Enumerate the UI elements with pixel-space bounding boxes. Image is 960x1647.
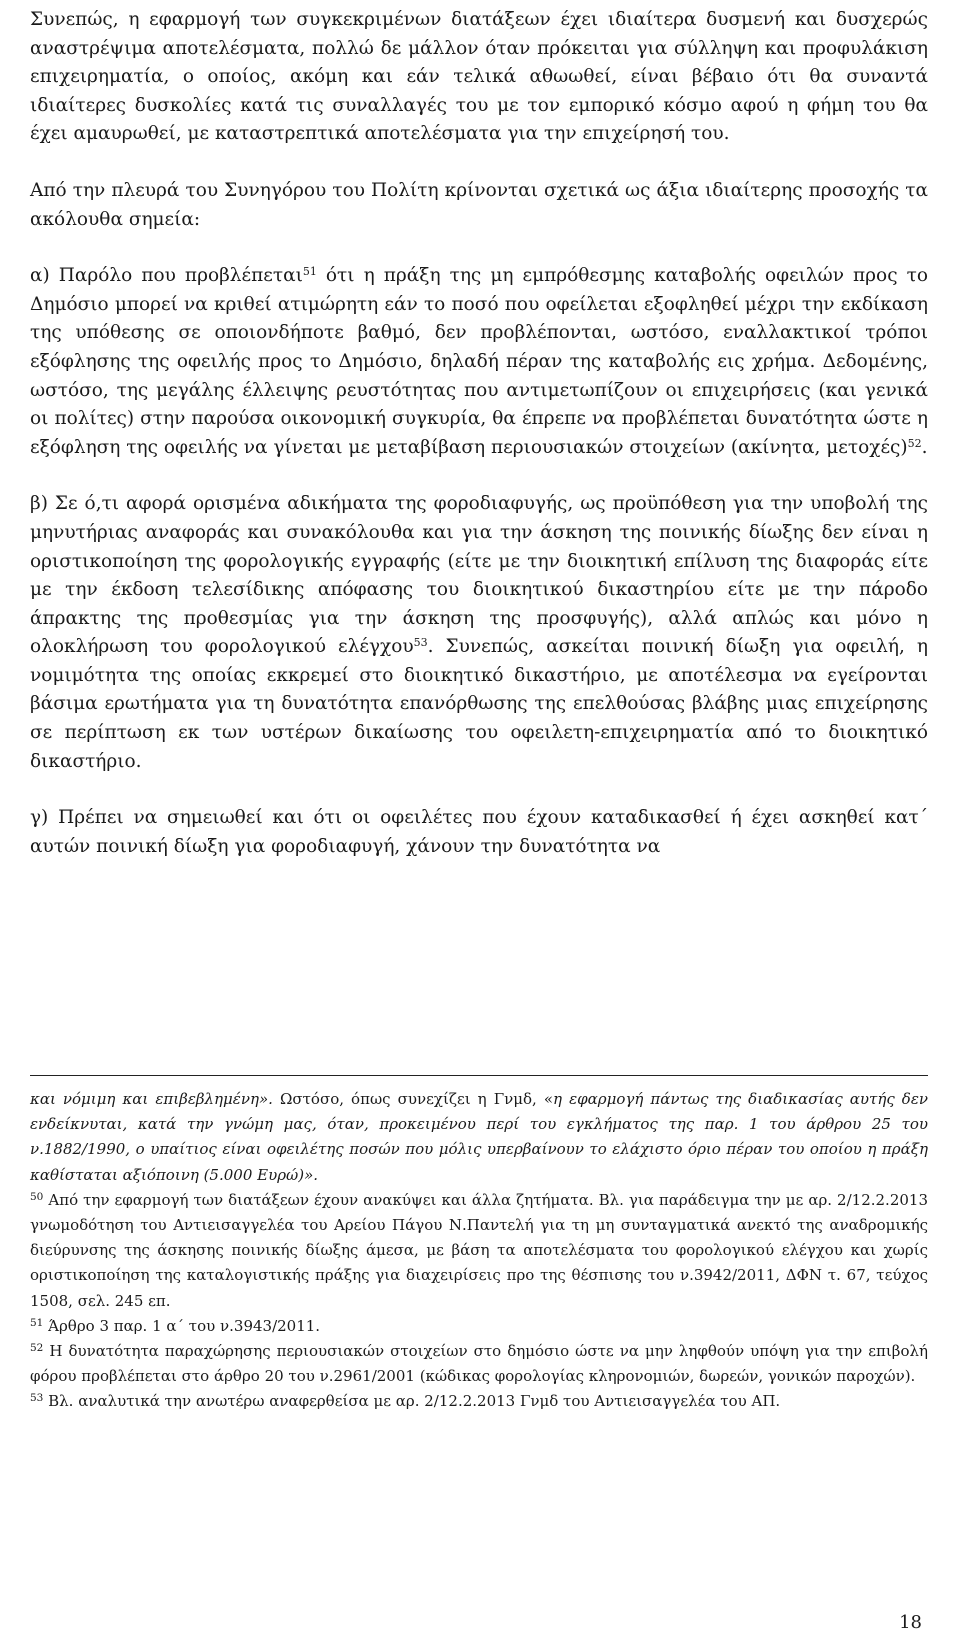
footnote-ref-52: 52 — [907, 436, 922, 450]
paragraph-4 — [30, 490, 928, 776]
paragraph-3-text-b: ότι η πράξη της μη εμπρόθεσμης καταβολής οφειλών προς το Δημόσιο μπορεί να κριθεί ατιμώρητη εάν το ποσό που οφείλεται εξοφληθεί μέχρι την εκδίκαση της υπόθεσης σε οποιονδήποτε βαθμό, δεν προβλέπονται, ωστόσο, εναλλακτικοί τρόποι εξόφλησης της οφειλής προς το Δημόσιο, δηλαδή πέραν της καταβολής εις χρήμα. Δεδομένης, ωστόσο, της μεγάλης έλλειψης ρευστότητας που αντιμετωπίζουν οι επιχειρήσεις (και γενικά οι πολίτες) στην παρούσα οικονομική συγκυρία, θα έπρεπε να προβλέπεται δυνατότητα ώστε η εξόφληση της οφειλής να γίνεται με μεταβίβαση περιουσιακών στοιχείων (ακίνητα, μετοχές) — [30, 265, 928, 458]
paragraph-3-text-a: α) Παρόλο που προβλέπεται — [30, 265, 303, 287]
footnote-50-number: 50 — [30, 1190, 44, 1203]
paragraph-1: Συνεπώς, η εφαρμογή των συγκεκριμένων διατάξεων έχει ιδιαίτερα δυσμενή και δυσχερώς αναστρέψιμα αποτελέσματα, πολλώ δε μάλλον όταν πρόκειται για σύλληψη και προφυλάκιση επιχειρηματία, ο οποίος, ακόμη και εάν τελικά αθωωθεί, είναι βέβαιο ότι θα συναντά ιδιαίτερες δυσκολίες κατά τις συναλλαγές του με τον εμπορικό κόσμο αφού η φήμη του θα έχει αμαυρωθεί, με καταστρεπτικά αποτελέσματα για την επιχείρησή του. — [30, 9, 928, 145]
paragraph-4-text-a: β) Σε ό,τι αφορά ορισμένα αδικήματα της φοροδιαφυγής, ως προϋπόθεση για την υποβολή της μηνυτήριας αναφοράς και συνακόλουθα και για την άσκηση της ποινικής δίωξης δεν είναι η οριστικοποίηση της φορολογικής εγγραφής (είτε με την διοικητική επίλυση της διαφοράς είτε με την έκδοση τελεσίδικης απόφασης του διοικητικού δικαστηρίου είτε με την πάροδο άπρακτης της προθεσμίας για την άσκηση της προσφυγής), αλλά απλώς και μόνο η ολοκλήρωση του φορολογικού ελέγχου — [30, 493, 928, 658]
footnote-52-text: Η δυνατότητα παραχώρησης περιουσιακών στοιχείων στο δημόσιο ώστε να μην ληφθούν υπόψη για την επιβολή φόρου προβλέπεται στο άρθρο 20 του ν.2961/2001 (κώδικας φορολογίας κληρονομιών, δωρεών, γονικών παροχών). — [30, 1342, 928, 1386]
main-text — [30, 6, 928, 861]
footnote-continuation-quote-b: η εφαρμογή πάντως της διαδικασίας αυτής δεν ενδείκνυται, κατά την γνώμη μας, όταν, προκειμένου περί του εγκλήματος της παρ. 1 του άρθρου 25 του ν.1882/1990, ο υπαίτιος είναι οφειλέτης ποσών που μόλις υπερβαίνουν το ελάχιστο όριο πέραν του οποίου η πράξη καθίσταται αξιόποινη (5.000 Ευρώ)». — [30, 1090, 928, 1184]
paragraph-3-text-c: . — [921, 436, 928, 458]
paragraph-4-text-b: . Συνεπώς, ασκείται ποινική δίωξη για οφειλή, η νομιμότητα της οποίας εκκρεμεί στο διοικητικό δικαστήριο, με αποτέλεσμα να εγείρονται βάσιμα ερωτήματα για τη δυνατότητα επανόρθωσης της επελθούσας βλάβης μιας επιχείρησης σε περίπτωση εκ των υστέρων δικαίωσης του οφειλετη-επιχειρηματία από το διοικητικό δικαστήριο. — [30, 636, 928, 772]
footnote-51-number: 51 — [30, 1316, 44, 1329]
paragraph-5: γ) Πρέπει να σημειωθεί και ότι οι οφειλέτες που έχουν καταδικασθεί ή έχει ασκηθεί κατ΄ αυτών ποινική δίωξη για φοροδιαφυγή, χάνουν την δυνατότητα να — [30, 807, 928, 857]
page-number: 18 — [899, 1612, 922, 1633]
footnote-51 — [30, 1314, 928, 1339]
footnote-50-text: Από την εφαρμογή των διατάξεων έχουν ανακύψει και άλλα ζητήματα. Βλ. για παράδειγμα την με αρ. 2/12.2.2013 γνωμοδότηση του Αντιεισαγγελέα του Αρείου Πάγου Ν.Παντελή για τη μη συνταγματικά ανεκτό της αναδρομικής διεύρυνσης της άσκησης ποινικής δίωξης άμεσα, με βάση τα αποτελέσματα του φορολογικού ελέγχου και χωρίς οριστικοποίηση της καταλογιστικής πράξης για διαχειρίσεις προ της θέσπισης του ν.3942/2011, ΔΦΝ τ. 67, τεύχος 1508, σελ. 245 επ. — [30, 1190, 928, 1310]
footnote-ref-53: 53 — [413, 636, 428, 650]
footnote-52 — [30, 1339, 928, 1389]
footnote-53-number: 53 — [30, 1392, 44, 1405]
paragraph-2: Από την πλευρά του Συνηγόρου του Πολίτη κρίνονται σχετικά ως άξια ιδιαίτερης προσοχής τα ακόλουθα σημεία: — [30, 179, 928, 230]
footnote-50 — [30, 1188, 928, 1314]
footnote-53-text: Βλ. αναλυτικά την ανωτέρω αναφερθείσα με αρ. 2/12.2.2013 Γνμδ του Αντιεισαγγελέα του ΑΠ. — [43, 1392, 781, 1411]
footnotes — [30, 1087, 928, 1415]
footnote-52-number: 52 — [30, 1342, 44, 1355]
footnote-continuation-text: Ωστόσο, όπως συνεχίζει η Γνμδ, « — [272, 1090, 554, 1108]
footnote-continuation — [30, 1087, 928, 1188]
paragraph-3 — [30, 262, 928, 462]
footnote-separator — [30, 1075, 928, 1076]
footnote-53 — [30, 1389, 928, 1414]
footnote-ref-51: 51 — [302, 265, 317, 279]
footnote-51-text: Άρθρο 3 παρ. 1 α΄ του ν.3943/2011. — [43, 1316, 321, 1335]
footnote-continuation-quote-a: και νόμιμη και επιβεβλημένη». — [30, 1090, 273, 1108]
